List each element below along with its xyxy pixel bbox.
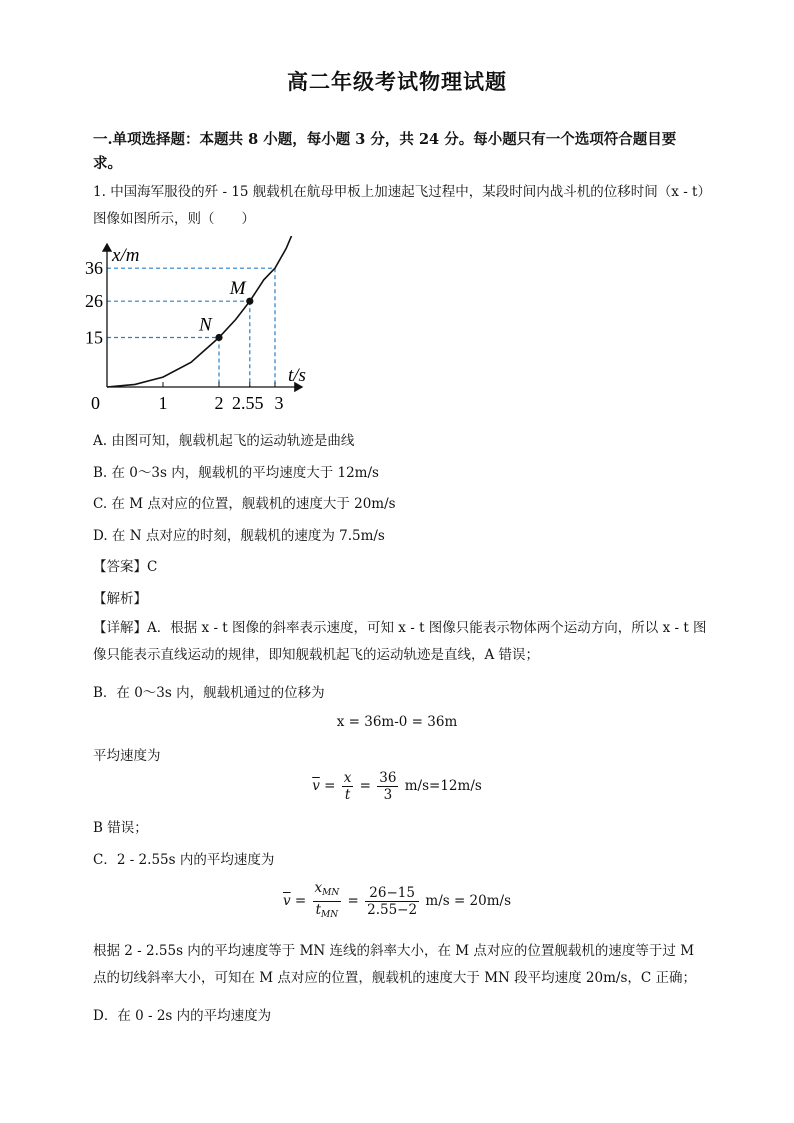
velocity-symbol: $\overline{v}$ [312,778,320,794]
velocity-symbol-mn: $\overline{v}$ [282,893,291,909]
option-d[interactable]: D. 在 N 点对应的时刻，舰载机的速度为 7.5m/s [93,528,385,544]
y-tick-label-0: 15 [85,327,103,348]
equation-mn-velocity: $\overline{v}$ = $\frac{x_{MN}}{t_{MN}}$ = $\frac{26-15}{2.55-2}$ m/s = 20m/s [0,880,794,923]
fraction-numeric: $\frac{26-15}{2.55-2}$ [367,885,418,918]
chart-ticks [85,258,284,413]
question-stem [93,179,707,233]
section-heading: 一.单项选择题：本题共 8 小题，每小题 3 分，共 24 分。每小题只有一个选项符合题目要求。 [93,131,677,172]
detail-b-avg-label: 平均速度为 [93,748,161,764]
y-axis-label: x/m [112,245,140,266]
detail-c-text: 根据 2 - 2.55s 内的平均速度等于 MN 连线的斜率大小，在 M 点对应的位置舰载机的速度等于过 M 点的切线斜率大小，可知在 M 点对应的位置，舰载机的速度大于 MN 段平均速度 20m/s，C 正确； [93,943,696,986]
detail-a: 【详解】A．根据 x - t 图像的斜率表示速度，可知 x - t 图像只能表示物体两个运动方向，所以 x - t 图像只能表示直线运动的规律，即知舰载机起飞的运动轨迹是直线，A 错误； [93,620,707,663]
question-number: 1. [93,184,106,200]
equation-avg-velocity: $\overline{v}$ = $\frac{x}{t}$ = $\frac{36}{3}$ m/s=12m/s [312,770,482,803]
x-tick-label-3: 3 [274,393,284,413]
detail-b-conclusion: B 错误； [93,820,148,836]
page-title: 高二年级考试物理试题 [287,69,507,94]
x-axis-label: t/s [288,365,306,386]
x-tick-label-1: 2 [214,393,224,413]
answer-label: 【答案】C [93,559,158,575]
option-b[interactable]: B. 在 0～3s 内，舰载机的平均速度大于 12m/s [93,465,379,481]
chart-guides [107,268,275,387]
detail-d-intro: D．在 0 - 2s 内的平均速度为 [93,1008,272,1024]
x-tick-label-0: 1 [158,393,168,413]
origin-label: 0 [91,393,100,413]
x-tick-label-2: 2.55 [232,393,264,413]
xt-chart [80,236,320,416]
fraction-xmn-over-tmn: $\frac{x_{MN}}{t_{MN}}$ [314,880,340,920]
point-label-N: N [199,314,212,336]
detail-c-intro: C．2 - 2.55s 内的平均速度为 [93,852,275,868]
point-N [215,334,222,341]
point-label-M: M [229,278,246,300]
option-a[interactable]: A. 由图可知，舰载机起飞的运动轨迹是曲线 [93,433,355,449]
detail-b-intro: B．在 0～3s 内，舰载机通过的位移为 [93,685,325,701]
option-c[interactable]: C. 在 M 点对应的位置，舰载机的速度大于 20m/s [93,496,396,512]
analysis-label: 【解析】 [93,591,147,607]
y-tick-label-2: 36 [85,258,103,279]
question-text: 中国海军服役的歼 - 15 舰载机在航母甲板上加速起飞过程中，某段时间内战斗机的位移时间（x - t）图像如图所示，则（ ） [93,184,705,227]
equation-displacement: x = 36m-0 = 36m [336,714,458,730]
fraction-36-over-3: $\frac{36}{3}$ [379,770,397,803]
chart-points [198,278,253,341]
point-M [246,298,253,305]
fraction-x-over-t: $\frac{x}{t}$ [343,770,352,803]
y-tick-label-1: 26 [85,291,103,312]
